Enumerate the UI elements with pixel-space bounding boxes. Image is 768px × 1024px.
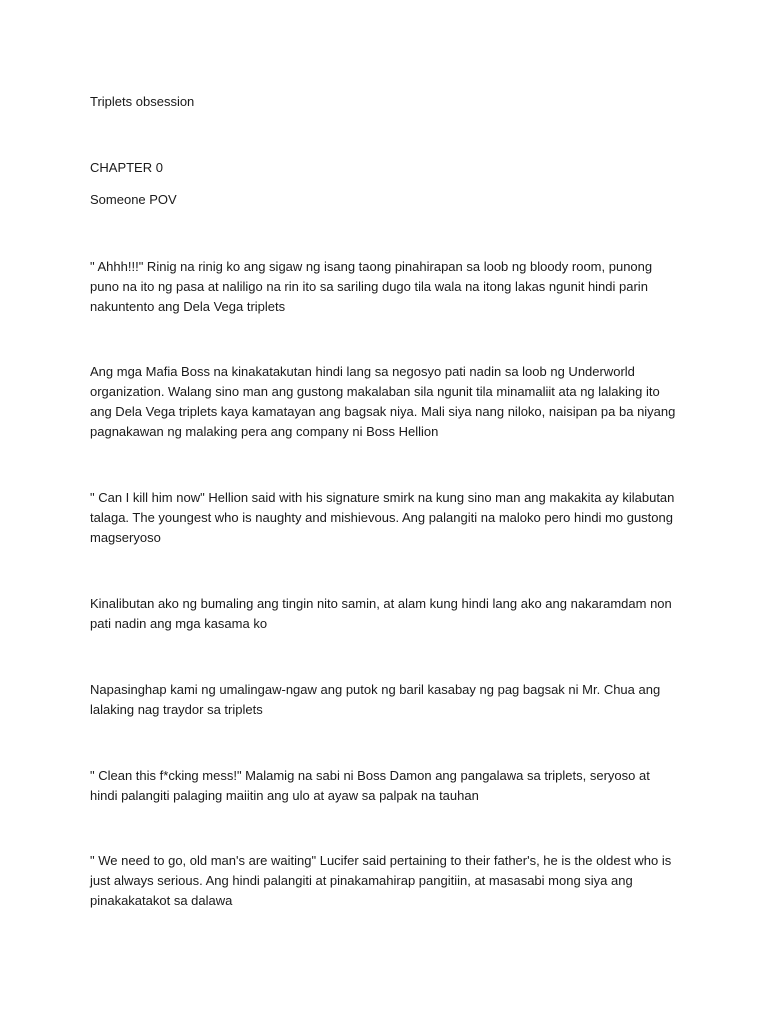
pov-label: Someone POV [90,192,177,207]
document-title: Triplets obsession [90,94,195,109]
chapter-heading: CHAPTER 0 [90,160,163,175]
paragraph: " Ahhh!!!" Rinig na rinig ko ang sigaw ng isang taong pinahirapan sa loob ng bloody room, punong puno na ito ng pasa at naliligo na rin ito sa sariling dugo tila wala na itong lakas ngunit hindi parin nakuntento ang Dela Vega triplets [90,259,653,314]
paragraph: Ang mga Mafia Boss na kinakatakutan hindi lang sa negosyo pati nadin sa loob ng Underworld organization. Walang sino man ang gustong makalaban sila ngunit tila minamaliit ata ng lalaking ito ang Dela Vega triplets kaya kamatayan ang bagsak niya. Mali siya nang niloko, naisipan pa ba niyang pagnakawan ng malaking pera ang company ni Boss Hellion [90,364,676,439]
paragraph: " Clean this f*cking mess!" Malamig na sabi ni Boss Damon ang pangalawa sa triplets, seryoso at hindi palangiti palaging maiitin ang ulo at ayaw sa palpak na tauhan [90,768,650,803]
paragraph: " We need to go, old man's are waiting" Lucifer said pertaining to their father's, he is the oldest who is just always serious. Ang hindi palangiti at pinakamahirap pangitiin, at masasabi mong siya ang pinakakatakot sa dalawa [90,853,672,908]
paragraph: " Can I kill him now" Hellion said with his signature smirk na kung sino man ang makakita ay kilabutan talaga. The youngest who is naughty and mishievous. Ang palangiti na maloko pero hindi mo gustong magseryoso [90,490,675,545]
paragraph: Kinalibutan ako ng bumaling ang tingin nito samin, at alam kung hindi lang ako ang nakaramdam non pati nadin ang mga kasama ko [90,596,672,631]
paragraph: Napasinghap kami ng umalingaw-ngaw ang putok ng baril kasabay ng pag bagsak ni Mr. Chua ang lalaking nag traydor sa triplets [90,682,661,717]
